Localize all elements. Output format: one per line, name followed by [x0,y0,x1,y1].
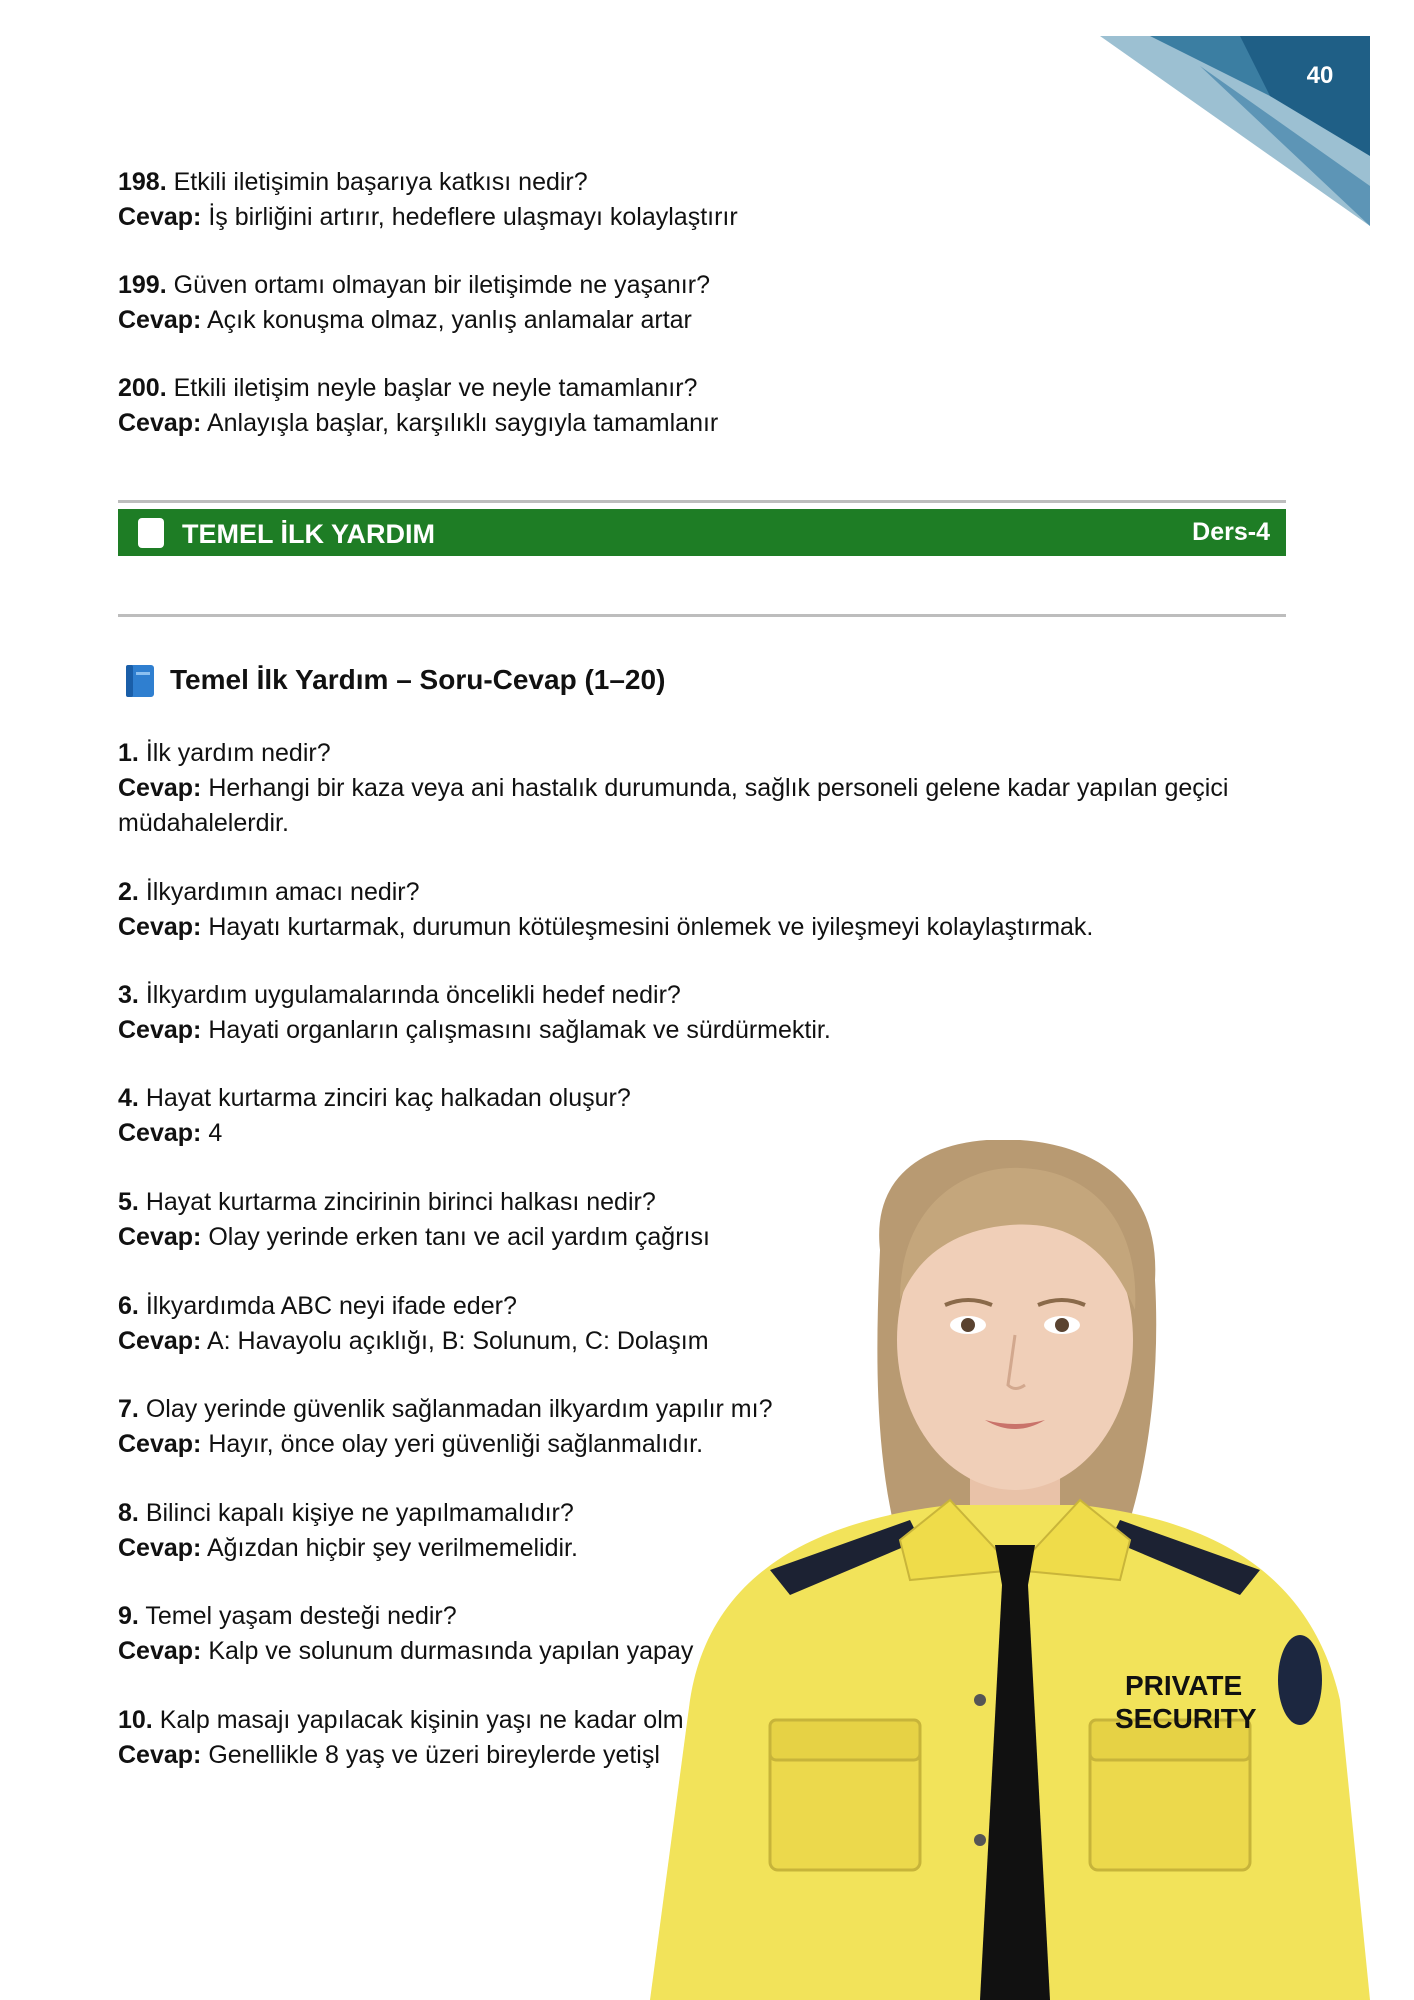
square-icon [138,518,164,548]
answer-label: Cevap: [118,1223,202,1251]
security-officer-portrait [650,1140,1370,2000]
answer-label: Cevap: [118,1637,202,1665]
question-number: 199. [118,271,167,299]
question-text: Bilinci kapalı kişiye ne yapılmamalıdır? [145,1499,574,1527]
banner-title: TEMEL İLK YARDIM [182,519,436,549]
question-number: 6. [118,1292,139,1320]
answer-text: Olay yerinde erken tanı ve acil yardım çağrısı [208,1223,710,1251]
question-text: İlkyardımın amacı nedir? [145,878,420,906]
divider-top [118,500,1286,503]
question-text: Kalp masajı yapılacak kişinin yaşı ne kadar olm [159,1706,684,1734]
answer-text: Anlayışla başlar, karşılıklı saygıyla tamamlanır [206,409,719,437]
lesson-banner [118,509,1286,556]
question-text: Etkili iletişim neyle başlar ve neyle tamamlanır? [173,374,698,402]
qa-item-198 [118,165,738,235]
answer-label: Cevap: [118,1534,202,1562]
question-number: 9. [118,1602,139,1630]
answer-text: Genellikle 8 yaş ve üzeri bireylerde yetişl [208,1741,660,1769]
question-number: 4. [118,1084,139,1112]
page-number: 40 [1306,62,1334,89]
question-text: Temel yaşam desteği nedir? [145,1602,457,1630]
question-number: 1. [118,739,139,767]
qa-item-8 [118,1496,578,1566]
question-text: Hayat kurtarma zinciri kaç halkadan oluşur? [145,1084,631,1112]
question-text: Olay yerinde güvenlik sağlanmadan ilkyardım yapılır mı? [145,1395,773,1423]
answer-label: Cevap: [118,913,202,941]
qa-item-1 [118,736,1228,841]
answer-text: 4 [208,1119,223,1147]
divider-bottom [118,614,1286,617]
question-number: 7. [118,1395,139,1423]
answer-label: Cevap: [118,1016,202,1044]
qa-item-4 [118,1081,631,1151]
question-number: 8. [118,1499,139,1527]
question-number: 3. [118,981,139,1009]
qa-item-2 [118,875,1093,945]
answer-text: Herhangi bir kaza veya ani hastalık durumunda, sağlık personeli gelene kadar yapılan geçici [208,774,1229,802]
answer-text: Açık konuşma olmaz, yanlış anlamalar artar [206,306,692,334]
question-text: Etkili iletişimin başarıya katkısı nedir? [173,168,588,196]
qa-item-10 [118,1703,684,1773]
question-number: 5. [118,1188,139,1216]
answer-text: İş birliğini artırır, hedeflere ulaşmayı kolaylaştırır [208,203,738,231]
answer-label: Cevap: [118,1327,202,1355]
qa-item-199 [118,268,710,338]
answer-text: Ağızdan hiçbir şey verilmemelidir. [206,1534,578,1562]
answer-label: Cevap: [118,1741,202,1769]
answer-label: Cevap: [118,1430,202,1458]
badge-line-2: SECURITY [1115,1703,1257,1734]
answer-text: Kalp ve solunum durmasında yapılan yapay [208,1637,694,1665]
answer-label: Cevap: [118,774,202,802]
answer-text: Hayati organların çalışmasını sağlamak ve sürdürmektir. [208,1016,831,1044]
sleeve-patch [1278,1635,1322,1725]
answer-label: Cevap: [118,306,202,334]
book-icon [124,664,156,698]
section-title: Temel İlk Yardım – Soru-Cevap (1–20) [170,664,666,695]
question-number: 2. [118,878,139,906]
lesson-label: Ders-4 [1192,518,1270,546]
answer-text: Hayır, önce olay yeri güvenliği sağlanmalıdır. [208,1430,704,1458]
answer-label: Cevap: [118,1119,202,1147]
question-text: Hayat kurtarma zincirinin birinci halkası nedir? [145,1188,656,1216]
answer-text-continued: müdahalelerdir. [118,809,289,837]
question-number: 10. [118,1706,153,1734]
qa-item-5 [118,1185,710,1255]
answer-text: Hayatı kurtarmak, durumun kötüleşmesini önlemek ve iyileşmeyi kolaylaştırmak. [208,913,1094,941]
question-text: İlkyardımda ABC neyi ifade eder? [145,1292,517,1320]
question-text: Güven ortamı olmayan bir iletişimde ne yaşanır? [173,271,710,299]
answer-text: A: Havayolu açıklığı, B: Solunum, C: Dolaşım [206,1327,709,1355]
question-number: 198. [118,168,167,196]
answer-label: Cevap: [118,203,202,231]
question-text: İlkyardım uygulamalarında öncelikli hedef nedir? [145,981,681,1009]
qa-item-6 [118,1289,709,1359]
question-number: 200. [118,374,167,402]
qa-item-200 [118,371,718,441]
badge-line-1: PRIVATE [1125,1670,1243,1701]
qa-item-9 [118,1599,693,1669]
answer-label: Cevap: [118,409,202,437]
question-text: İlk yardım nedir? [145,739,331,767]
qa-item-3 [118,978,831,1048]
